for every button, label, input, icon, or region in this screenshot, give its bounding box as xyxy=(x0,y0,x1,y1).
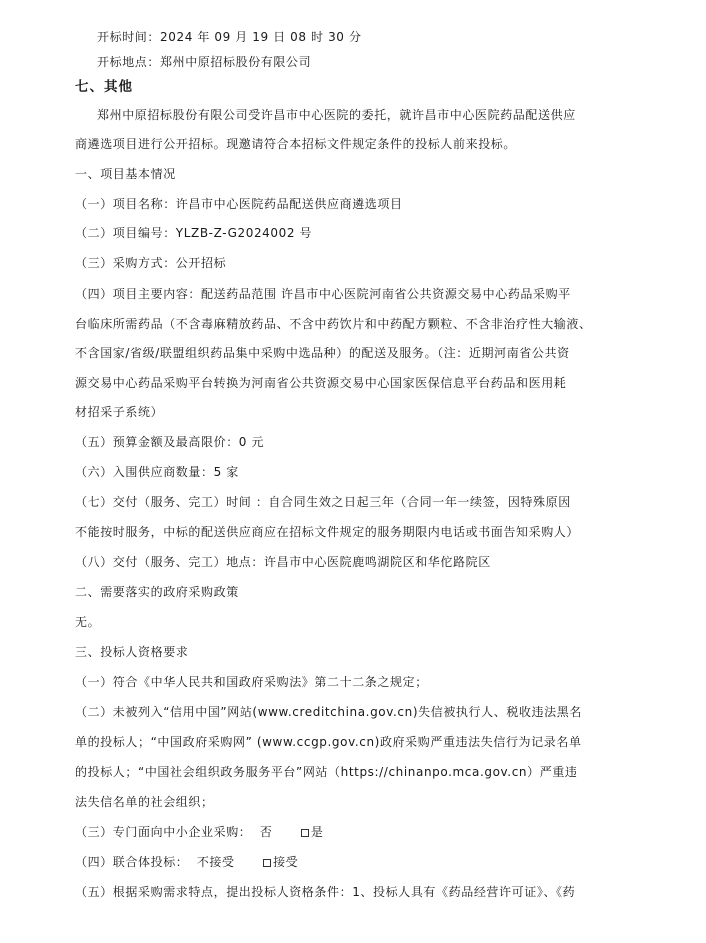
supplier-count: （六）入围供应商数量：5 家 xyxy=(75,465,239,479)
delivery-location: （八）交付（服务、完工）地点：许昌市中心医院鹿鸣湖院区和华佗路院区 xyxy=(75,555,491,569)
qualification-2-line-1: （二）未被列入“信用中国”网站(www.creditchina.gov.cn)失信被执行人、税收违法黑名 xyxy=(75,705,582,719)
basic-info-heading: 一、项目基本情况 xyxy=(75,167,176,181)
sme-procurement-label: （三）专门面向中小企业采购： xyxy=(75,825,252,839)
sme-option-no: 否 xyxy=(259,825,273,839)
consortium-option-no: 不接受 xyxy=(196,855,235,869)
intro-line-2: 商遴选项目进行公开招标。现邀请符合本招标文件规定条件的投标人前来投标。 xyxy=(75,137,517,151)
delivery-time-line-1: （七）交付（服务、完工）时间 ：自合同生效之日起三年（合同一年一续签，因特殊原因 xyxy=(75,495,571,509)
sme-procurement-row xyxy=(75,825,323,839)
qualification-1: （一）符合《中华人民共和国政府采购法》第二十二条之规定； xyxy=(75,675,428,689)
main-content-line-3: 不含国家/省级/联盟组织药品集中采购中选品种）的配送及服务。（注：近期河南省公共资 xyxy=(75,346,570,360)
project-name: （一）项目名称：许昌市中心医院药品配送供应商遴选项目 xyxy=(75,197,403,211)
checkbox-icon[interactable] xyxy=(301,829,309,837)
section-title-other: 七、其他 xyxy=(75,79,133,95)
qualification-5: （五）根据采购需求特点，提出投标人资格条件：1、投标人具有《药品经营许可证》、《药 xyxy=(75,885,576,899)
qualification-2-line-4: 法失信名单的社会组织； xyxy=(75,795,214,809)
sme-option-yes[interactable] xyxy=(299,825,324,839)
opening-time: 开标时间：2024 年 09 月 19 日 08 时 30 分 xyxy=(97,30,362,44)
main-content-line-5: 材招采子系统） xyxy=(75,405,164,419)
consortium-label: （四）联合体投标： xyxy=(75,855,189,869)
consortium-option-yes-label: 接受 xyxy=(273,855,299,869)
main-content-line-2: 台临床所需药品（不含毒麻精放药品、不含中药饮片和中药配方颗粒、不含非治疗性大输液、 xyxy=(75,317,592,331)
consortium-row xyxy=(75,855,298,869)
policy-heading: 二、需要落实的政府采购政策 xyxy=(75,585,239,599)
procurement-method: （三）采购方式：公开招标 xyxy=(75,256,227,270)
qualification-2-line-3: 的投标人；“中国社会组织政务服务平台”网站（https://chinanpo.mca.gov.cn）严重违 xyxy=(75,765,578,779)
intro-line-1: 郑州中原招标股份有限公司受许昌市中心医院的委托，就许昌市中心医院药品配送供应 xyxy=(97,108,576,122)
qualification-heading: 三、投标人资格要求 xyxy=(75,645,189,659)
sme-option-yes-label: 是 xyxy=(310,825,324,839)
opening-place: 开标地点：郑州中原招标股份有限公司 xyxy=(97,55,312,69)
delivery-time-line-2: 不能按时服务，中标的配送供应商应在招标文件规定的服务期限内电话或书面告知采购人） xyxy=(75,525,580,539)
consortium-option-yes[interactable] xyxy=(261,855,298,869)
project-number: （二）项目编号：YLZB-Z-G2024002 号 xyxy=(75,226,313,240)
budget: （五）预算金额及最高限价：0 元 xyxy=(75,435,265,449)
checkbox-icon[interactable] xyxy=(263,859,271,867)
main-content-line-1: （四）项目主要内容：配送药品范围 许昌市中心医院河南省公共资源交易中心药品采购平 xyxy=(75,287,571,301)
qualification-2-line-2: 单的投标人；“中国政府采购网” (www.ccgp.gov.cn)政府采购严重违法失信行为记录名单 xyxy=(75,735,582,749)
main-content-line-4: 源交易中心药品采购平台转换为河南省公共资源交易中心国家医保信息平台药品和医用耗 xyxy=(75,376,567,390)
policy-value: 无。 xyxy=(75,615,101,629)
